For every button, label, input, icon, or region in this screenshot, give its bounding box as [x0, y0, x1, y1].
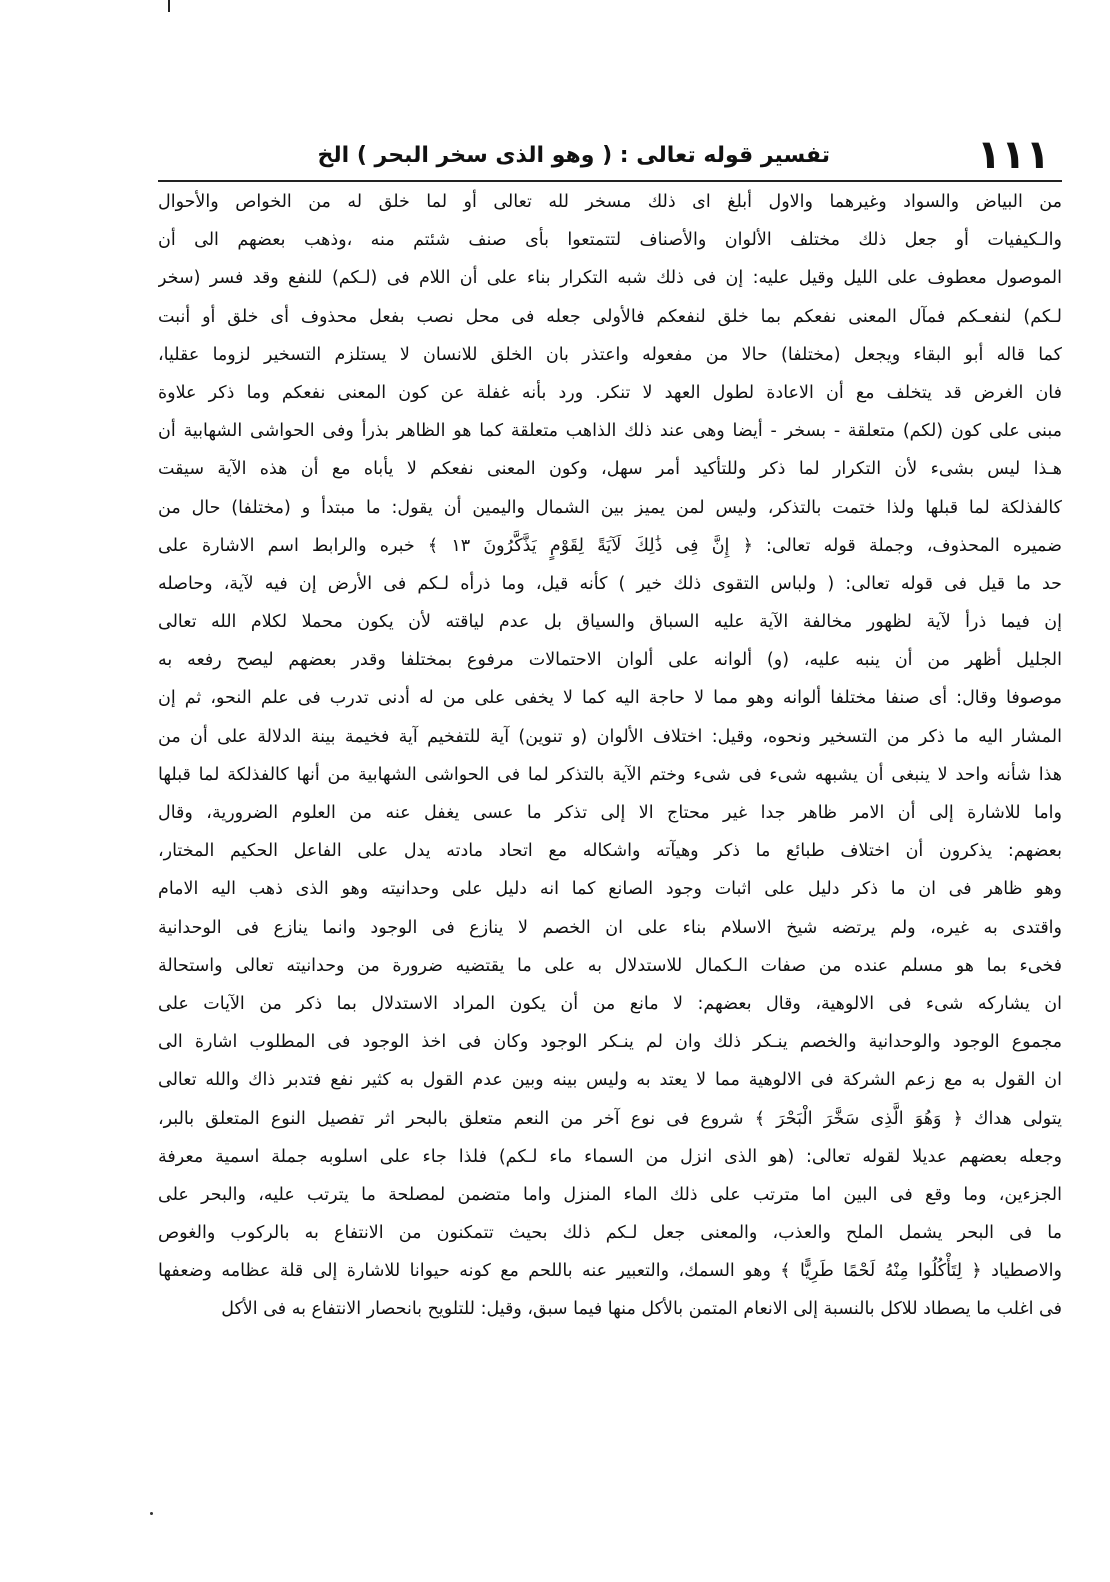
text-line: واقتدى به غيره، ولم يرتضه شيخ الاسلام بناء على ان الخصم لا ينازع فى الوجود وانما ينازع فى الوحدانية: [158, 917, 1062, 938]
text-line: وجعله بعضهم عديلا لقوله تعالى: (هو الذى انزل من السماء ماء لـكم) فلذا جاء على اسلوبه جملة اسمية معرفة: [158, 1146, 1062, 1167]
text-line: ما فى البحر يشمل الملح والعذب، والمعنى جعل لـكم ذلك بحيث تتمكنون من الانتفاع به بالركوب والغوص: [158, 1223, 1062, 1244]
body-text: [158, 183, 1062, 1329]
text-line: فخىء بما هو مسلم عنده من صفات الـكمال للاستدلال به على ما يقتضيه ضرورة من وحدانيته تعالى واستحالة: [158, 955, 1062, 976]
text-line: الجزءين، وما وقع فى البين اما مترتب على ذلك الماء المنزل واما متضمن لمصلحة ما يترتب عليه، والبحر على: [158, 1184, 1062, 1205]
text-line: موصوفا وقال: أى صنفا مختلفا ألوانه وهو مما لا حاجة اليه كما لا يخفى على من له أدنى تدرب فى علم النحو، ثم إن: [158, 688, 1062, 709]
text-line: من البياض والسواد وغيرهما والاول أبلغ اى ذلك مسخر لله تعالى أو لما خلق له من الخواص والأحوال: [158, 192, 1062, 212]
text-line: واما للاشارة إلى أن الامر ظاهر جدا غير محتاج الا إلى تذكر ما عسى يغفل عنه من العلوم الضرورية، وقال: [158, 803, 1062, 823]
text-line: كالفذلكة لما قبلها ولذا ختمت بالتذكر، وليس لمن يميز بين الشمال واليمين أن يقول: ما مبتدأ و (مختلفا) حال من: [158, 497, 1062, 518]
text-line: إن فيما ذرأ لآية لظهور مخالفة الآية عليه السباق والسياق بل عدم لياقته لأن يكون محملا لكلام الله تعالى: [158, 612, 1062, 633]
text-line: هذا شأنه واحد لا ينبغى أن يشبهه شىء فى شىء وختم الآية بالتذكر لما فى الحواشى الشهابية من أنها كالفذلكة لما قبلها: [158, 764, 1062, 785]
text-line: هـذا ليس بشىء لأن التكرار لما ذكر وللتأكيد أمر سهل، وكون المعنى نفعكم لا يأباه مع أن هذه الآية سيقت: [158, 459, 1062, 480]
text-line: والاصطياد ﴿ لِتَأْكُلُوا مِنْهُ لَحْمًا طَرِيًّا ﴾ وهو السمك، والتعبير عنه باللحم مع كونه حيوانا للاشارة إلى قلة عظامه وضعفها: [158, 1261, 1062, 1282]
text-line: الموصول معطوف على الليل وقيل عليه: إن فى ذلك شبه التكرار بناء على أن اللام فى (لـكم) للنفع وقد فسر (سخر: [158, 268, 1062, 289]
text-line: المشار اليه ما ذكر من التسخير ونحوه، وقيل: اختلاف الألوان (و تنوين) آية للتفخيم آية فخيمة بينة الدلالة على أن من: [158, 726, 1062, 747]
text-line: بعضهم: يذكرون أن اختلاف طبائع ما ذكر وهيآته واشكاله مع اتحاد مادته يدل على الفاعل الحكيم المختار،: [158, 841, 1062, 862]
page-number: ١١١: [976, 132, 1050, 178]
header-rule: [158, 180, 1062, 182]
text-line: لـكم) لنفعـكم فمآل المعنى نفعكم بما خلق لنفعكم فالأولى جعله فى محل نصب بفعل محذوف أى خلق أو أنبت: [158, 306, 1062, 327]
top-margin-mark: [168, 0, 170, 12]
text-line: الجليل أظهر من أن ينبه عليه، (و) ألوانه على ألوان الاحتمالات مرفوع بمختلفا وقدر بعضهم ليصح رفعه به: [158, 650, 1062, 671]
running-title: تفسير قوله تعالى : ( وهو الذى سخر البحر ) الخ: [317, 143, 830, 168]
text-line: حد ما قيل فى قوله تعالى: ( ولباس التقوى ذلك خير ) كأنه قيل، وما ذرأه لـكم فى الأرض إن فيه لآية، وحاصله: [158, 573, 1062, 594]
text-line: مبنى على كون (لكم) متعلقة - بسخر - أيضا وهى عند ذلك الذاهب متعلقة كما هو الظاهر بذرأ وفى الحواشى الشهابية أن: [158, 421, 1062, 442]
text-line: فى اغلب ما يصطاد للاكل بالنسبة إلى الانعام المتمن بالأكل منها فيما سبق، وقيل: للتلويح بانحصار الانتفاع به فى الأكل: [221, 1299, 1062, 1320]
text-line: ان يشاركه شىء فى الالوهية، وقال بعضهم: لا مانع من أن يكون المراد الاستدلال بما ذكر من الآيات على: [158, 993, 1062, 1014]
text-line: فان الغرض قد يتخلف مع أن الاعادة لطول العهد لا تنكر. ورد بأنه غفلة عن كون المعنى نفعكم وما ذكر علاوة: [158, 382, 1062, 403]
text-line: ان القول به مع زعم الشركة فى الالوهية مما لا يعتد به وليس بينه وبين عدم القول به كثير نفع فتدبر ذاك والله تعالى: [158, 1070, 1062, 1091]
text-line: مجموع الوجود والوحدانية والخصم ينـكر ذلك وان لم ينـكر الوجود وكان فى اخذ الوجود فى المطلوب اشارة الى: [158, 1032, 1062, 1053]
text-line: وهو ظاهر فى ان ما ذكر دليل على اثبات وجود الصانع كما انه دليل على وحدانيته وهو الذى ذهب اليه الامام: [158, 879, 1062, 900]
text-line: يتولى هداك ﴿ وَهُوَ الَّذِى سَخَّرَ الْبَحْرَ ﴾ شروع فى نوع آخر من النعم متعلق بالبحر اثر تفصيل النوع المتعلق بالبر،: [158, 1108, 1062, 1129]
stray-dot: [150, 1512, 153, 1515]
text-line: ضميره المحذوف، وجملة قوله تعالى: ﴿ إِنَّ فِى ذَٰلِكَ لَآيَةً لِقَوْمٍ يَذَّكَّرُونَ ١٣ ﴾ خبره والرابط اسم الاشارة على: [158, 535, 1062, 556]
page-header: [160, 132, 1050, 180]
text-line: كما قاله أبو البقاء ويجعل (مختلفا) حالا من مفعوله واعتذر بان الخلق للانسان لا يستلزم التسخير لزوما عقليا،: [158, 344, 1062, 365]
text-line: والـكيفيات أو جعل ذلك مختلف الألوان والأصناف لتتمتعوا بأى صنف شئتم منه ،وذهب بعضهم الى أن: [158, 230, 1062, 251]
